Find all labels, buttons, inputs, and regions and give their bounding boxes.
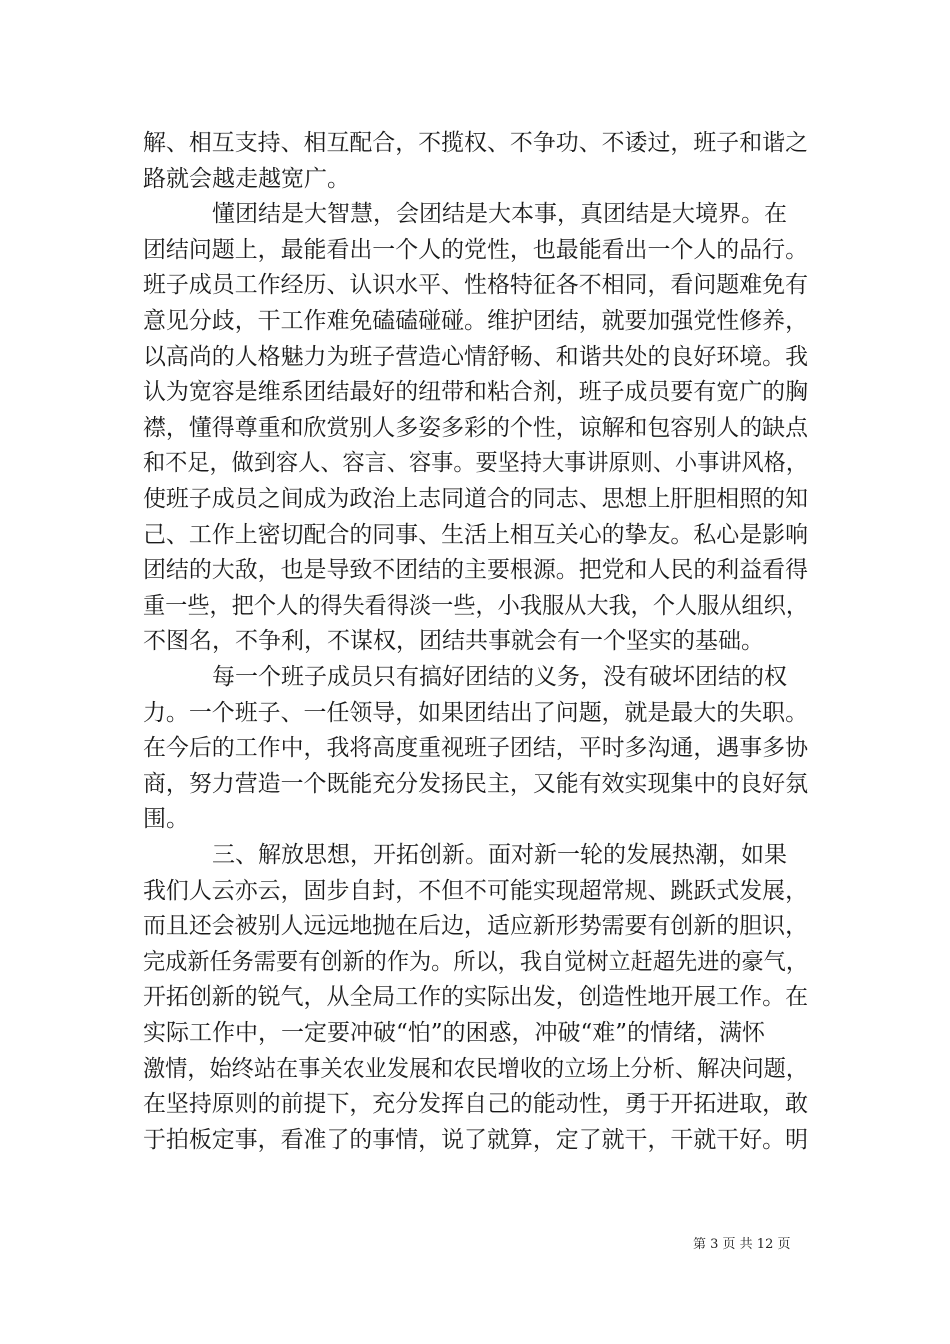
text-line: 在坚持原则的前提下，充分发挥自己的能动性，勇于开拓进取，敢 xyxy=(143,1091,808,1117)
text-line: 认为宽容是维系团结最好的纽带和粘合剂，班子成员要有宽广的胸 xyxy=(143,379,808,405)
text-line: 激情，始终站在事关农业发展和农民增收的立场上分析、解决问题， xyxy=(143,1056,808,1082)
text-line: 重一些，把个人的得失看得淡一些，小我服从大我，个人服从组织， xyxy=(143,593,808,619)
text-line: 使班子成员之间成为政治上志同道合的同志、思想上肝胆相照的知 xyxy=(143,486,808,512)
text-line: 三、解放思想，开拓创新。面对新一轮的发展热潮，如果 xyxy=(143,842,787,868)
text-line: 懂团结是大智慧，会团结是大本事，真团结是大境界。在 xyxy=(143,201,787,227)
text-line: 实际工作中，一定要冲破“怕”的困惑，冲破“难”的情绪，满怀 xyxy=(143,1020,766,1046)
text-line: 解、相互支持、相互配合，不揽权、不争功、不诿过，班子和谐之 xyxy=(143,130,808,156)
text-line: 于拍板定事，看准了的事情，说了就算，定了就干，干就干好。明 xyxy=(143,1127,808,1153)
text-line: 每一个班子成员只有搞好团结的义务，没有破坏团结的权 xyxy=(143,664,787,690)
text-line: 团结的大敌，也是导致不团结的主要根源。把党和人民的利益看得 xyxy=(143,557,808,583)
text-line: 我们人云亦云，固步自封，不但不可能实现超常规、跳跃式发展， xyxy=(143,878,808,904)
text-line: 团结问题上，最能看出一个人的党性，也最能看出一个人的品行。 xyxy=(143,237,808,263)
text-line: 开拓创新的锐气，从全局工作的实际出发，创造性地开展工作。在 xyxy=(143,984,808,1010)
text-line: 完成新任务需要有创新的作为。所以，我自觉树立赶超先进的豪气， xyxy=(143,949,808,975)
text-line: 己、工作上密切配合的同事、生活上相互关心的挚友。私心是影响 xyxy=(143,522,808,548)
text-line: 班子成员工作经历、认识水平、性格特征各不相同，看问题难免有 xyxy=(143,272,808,298)
page-number: 第 3 页 共 12 页 xyxy=(693,1237,791,1252)
text-line: 路就会越走越宽广。 xyxy=(143,166,350,192)
text-line: 不图名，不争利，不谋权，团结共事就会有一个坚实的基础。 xyxy=(143,628,764,654)
text-line: 和不足，做到容人、容言、容事。要坚持大事讲原则、小事讲风格， xyxy=(143,450,808,476)
text-line: 力。一个班子、一任领导，如果团结出了问题，就是最大的失职。 xyxy=(143,700,808,726)
text-line: 意见分歧，干工作难免磕磕碰碰。维护团结，就要加强党性修养， xyxy=(143,308,808,334)
text-line: 围。 xyxy=(143,806,189,832)
text-line: 而且还会被别人远远地抛在后边，适应新形势需要有创新的胆识， xyxy=(143,913,808,939)
text-line: 在今后的工作中，我将高度重视班子团结，平时多沟通，遇事多协 xyxy=(143,735,808,761)
text-line: 以高尚的人格魅力为班子营造心情舒畅、和谐共处的良好环境。我 xyxy=(143,344,808,370)
text-line: 商，努力营造一个既能充分发扬民主，又能有效实现集中的良好氛 xyxy=(143,771,808,797)
text-line: 襟，懂得尊重和欣赏别人多姿多彩的个性，谅解和包容别人的缺点 xyxy=(143,415,808,441)
